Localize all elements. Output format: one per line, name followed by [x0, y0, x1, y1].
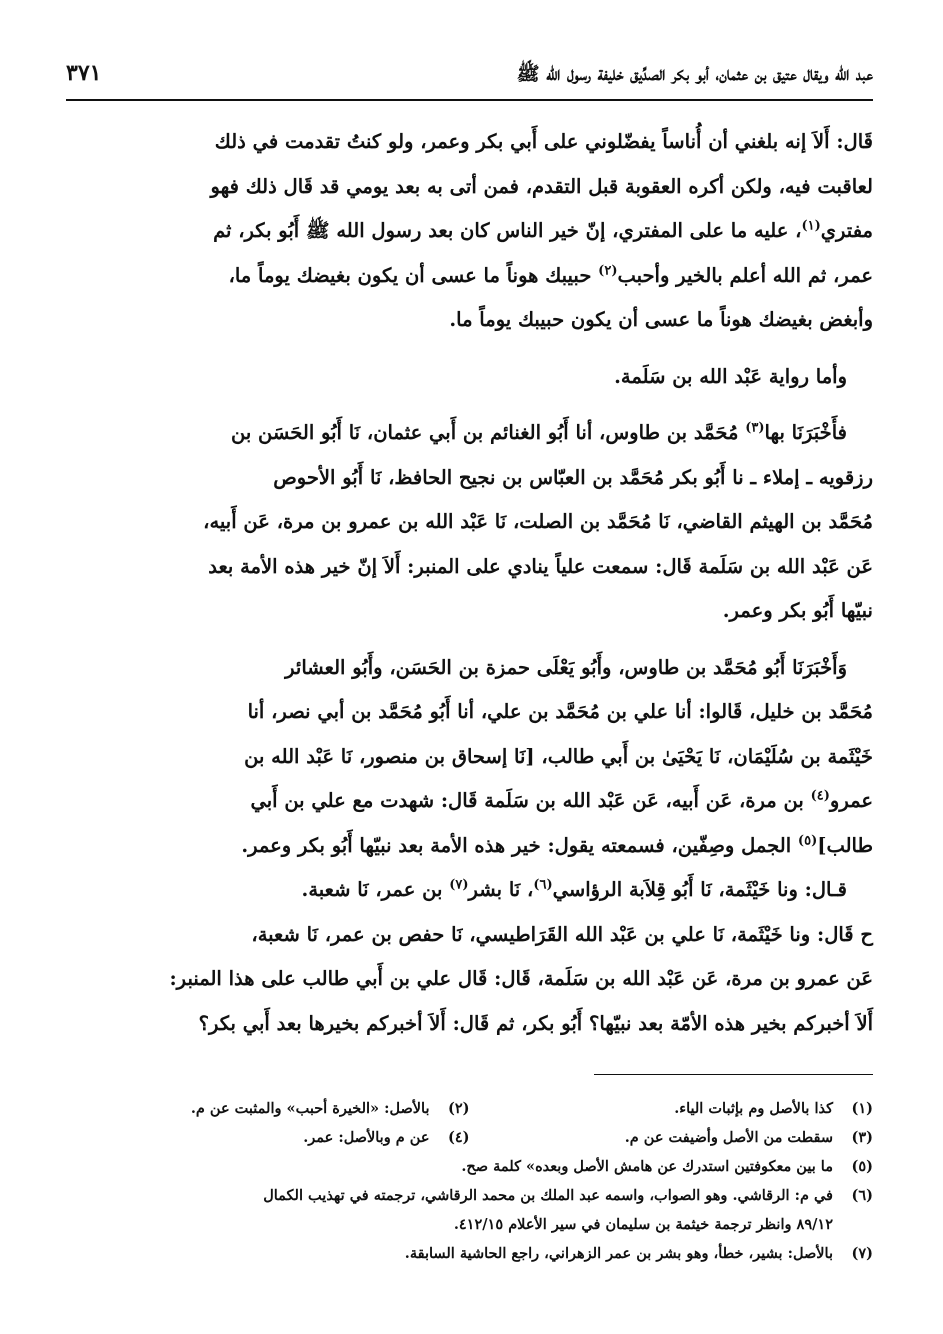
footnote-row — [66, 1239, 873, 1268]
footnote-number: (٢) — [447, 1100, 470, 1117]
text-run: عمرو — [829, 789, 873, 812]
text-line: ح قَال: ونا خَيْثَمة، نَا علي بن عَبْد الله القَرَاطيسي، نَا حفص بن عمر، نَا شعبة، — [251, 922, 873, 946]
footnote-marker: (٣) — [745, 420, 765, 436]
footnote-marker: (٥) — [797, 833, 818, 848]
footnote-number: (٤) — [447, 1129, 470, 1146]
running-title: عبد الله ويقال عتيق بن عثمان، أبو بكر الصدِّيق خليفة رسول الله ﷺ — [516, 63, 873, 85]
footnote — [66, 1152, 873, 1181]
footnote-number: (٦) — [851, 1187, 873, 1204]
footnote-text: بالأصل: بشير، خطأ، وهو بشر بن عمر الزهراني، راجع الحاشية السابقة. — [404, 1245, 833, 1262]
page-header — [66, 58, 873, 98]
text-line: مُحَمَّد بن الهيثم القاضي، نَا مُحَمَّد بن الصلت، نَا عَبْد الله بن عمرو بن مرة، عَن أَبيه، — [203, 510, 873, 533]
footnote-number: (٣) — [851, 1129, 873, 1146]
footnote — [470, 1123, 874, 1152]
text-run: طالب] — [817, 833, 873, 857]
text-line: نبيّها أَبُو بكر وعمر. — [722, 599, 873, 622]
footnote-text: ما بين معكوفتين استدرك عن هامش الأصل وبعده» كلمة صح. — [461, 1158, 833, 1175]
footnote-row — [66, 1210, 873, 1239]
footnote-number: (١) — [851, 1100, 873, 1117]
text-run: ، عليه ما على المفتري، إنّ خير الناس كان بعد رسول الله ﷺ أَبُو بكر، ثم — [213, 219, 802, 242]
text-line — [66, 411, 873, 456]
text-line: وَأَخْبَرَنَا أَبُو مُحَمَّد بن طاوس، وأَبُو يَعْلَى حمزة بن الحَسَن، وأَبُو العشائر — [285, 655, 847, 679]
text-run: ، نَا بشر — [468, 878, 534, 901]
footnote-continuation: ٨٩/١٢ وانظر ترجمة خيثمة بن سليمان في سير الأعلام ٤١٢/١٥. — [453, 1216, 833, 1233]
footnote-divider — [594, 1074, 873, 1075]
text-line: لعاقبت فيه، ولكن أكره العقوبة قبل التقدم، فمن أتى به بعد يومي قد قَال ذلك فهو — [210, 174, 873, 198]
footnote — [66, 1181, 873, 1210]
footnote-text: سقطت من الأصل وأضيفت عن م. — [624, 1129, 833, 1146]
text-line: أَلاَ أخبركم بخير هذه الأمّة بعد نبيّها؟ أَبُو بكر، ثم قَال: أَلاَ أخبركم بخيرها بعد أَبي بكر؟ — [198, 1011, 873, 1035]
footnote-marker: (٦) — [533, 877, 553, 893]
text-run: مُحَمَّد بن طاوس، أنا أَبُو الغنائم بن أَبي عثمان، نَا أَبُو الحَسَن بن — [231, 421, 746, 444]
text-line: مُحَمَّد بن خليل، قَالوا: أنا علي بن مُحَمَّد بن علي، أنا أَبُو مُحَمَّد بن أبي نصر، أنا — [247, 700, 873, 723]
text-line: عَن عمرو بن مرة، عَن عَبْد الله بن سَلَمة، قَال: قَال علي بن أَبي طالب على هذا المنبر: — [169, 967, 873, 990]
footnote-marker: (١) — [801, 218, 821, 234]
text-line — [66, 209, 873, 254]
text-run: الجمل وصِفّين، فسمعته يقول: خير هذه الأمة بعد نبيّها أَبُو بكر وعمر. — [241, 833, 798, 857]
text-run: قـال: ونا خَيْثَمة، نَا أَبُو قِلاَبة الرؤاسي — [552, 878, 847, 901]
footnote-number: (٧) — [851, 1245, 873, 1262]
footnote-row — [66, 1181, 873, 1210]
text-run: بن مرة، عَن أَبيه، عَن عَبْد الله بن سَلَمة قَال: شهدت مع علي بن أَبي — [250, 789, 811, 812]
footnote — [66, 1123, 470, 1152]
footnote-row — [66, 1123, 873, 1152]
page-number: ٣٧١ — [66, 60, 102, 86]
text-line — [66, 779, 873, 824]
footnote-text: في م: الرقاشي. وهو الصواب، واسمه عبد الملك بن محمد الرقاشي، ترجمته في تهذيب الكمال — [263, 1187, 833, 1204]
footnote-text: كذا بالأصل وم بإثبات الياء. — [674, 1100, 833, 1117]
footnote-marker: (٤) — [810, 788, 830, 804]
text-line: خَيْثَمة بن سُلَيْمَان، نَا يَحْيَىٰ بن أَبي طالب، [نَا إسحاق بن منصور، نَا عَبْد الله بن — [244, 744, 873, 768]
main-text — [66, 120, 873, 1046]
text-line — [66, 254, 873, 299]
text-run: عمر، ثم الله أعلم بالخير وأحبب — [617, 263, 873, 287]
text-line — [66, 824, 873, 869]
footnote-marker: (٧) — [449, 877, 469, 893]
footnote — [66, 1094, 470, 1123]
text-line: رزقويه ـ إملاء ـ نا أَبُو بكر مُحَمَّد بن العبّاس بن نجيح الحافظ، نَا أَبُو الأحوص — [273, 465, 873, 489]
footnote-text: عن م وبالأصل: عمر. — [303, 1129, 430, 1146]
text-run: حبيبك هوناً ما عسى أن يكون بغيضك يوماً ما، — [228, 263, 599, 287]
footnote-text: بالأصل: «الخيرة أحبب» والمثبت عن م. — [190, 1100, 430, 1117]
text-line — [66, 868, 873, 913]
footnote — [66, 1239, 873, 1268]
text-line: وأبغض بغيضك هوناً ما عسى أن يكون حبيبك يوماً ما. — [449, 308, 873, 331]
text-run: فأَخْبَرَنَا بها — [764, 421, 847, 444]
footnote — [470, 1094, 874, 1123]
footnote-row — [66, 1094, 873, 1123]
header-divider — [66, 99, 873, 101]
text-line: وأما رواية عَبْد الله بن سَلَمة. — [614, 364, 847, 388]
footnote-marker: (٢) — [598, 263, 618, 278]
text-run: مفتري — [820, 219, 873, 242]
footnote-row — [66, 1152, 873, 1181]
footnotes — [66, 1094, 873, 1268]
text-run: بن عمر، نَا شعبة. — [301, 878, 450, 901]
text-line: قَال: أَلاَ إنه بلغني أن أُناساً يفضّلوني على أَبي بكر وعمر، ولو كنتُ تقدمت في ذلك — [214, 130, 873, 153]
text-line: عَن عَبْد الله بن سَلَمة قَال: سمعت علياً ينادي على المنبر: أَلاَ إنّ خير هذه الأمة بعد — [208, 554, 873, 578]
footnote-number: (٥) — [851, 1158, 873, 1175]
